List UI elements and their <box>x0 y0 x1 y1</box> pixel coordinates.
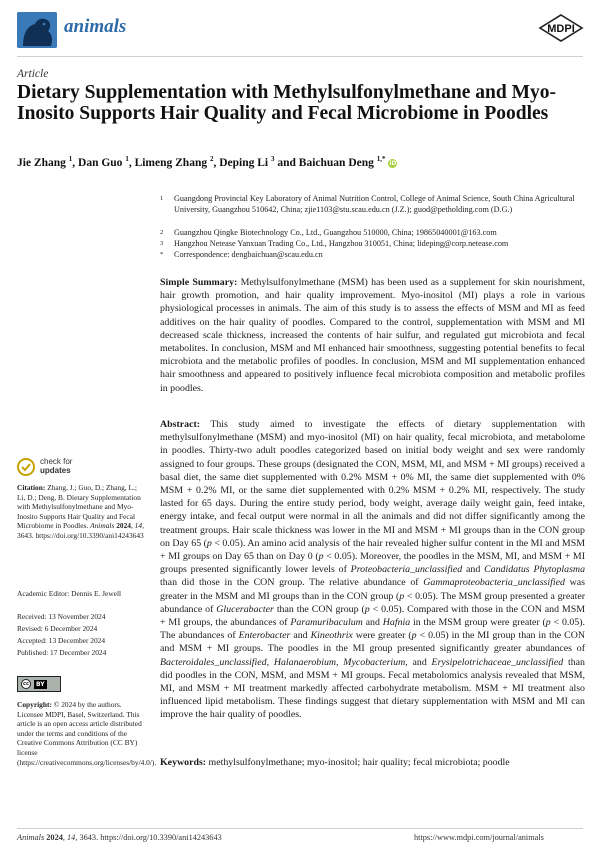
author-affiliation-mark: 1 <box>125 155 129 163</box>
abstract-text: than did poodles in the CON, MSM, and MSM + MI groups. Fecal metabolomics analysis revealed that MSM, MI, and MSM + MI treatment markedly affected carbohydrate metabolism. MSM + MI treatment also influenced lipid metabolism. These findings suggest that dietary supplementation with MSM and MI can improve the hair quality of poodles. <box>160 656 585 721</box>
p-value-symbol: p <box>364 603 370 615</box>
affiliation-text: Guangzhou Qingke Biotechnology Co., Ltd., Guangzhou 510000, China; 19865040001@163.com <box>174 228 497 237</box>
taxon-name: Candidatus Phytoplasma <box>484 564 586 576</box>
accepted-date: Accepted: 13 December 2024 <box>17 636 106 645</box>
abstract-text: in the MSM group were greater ( <box>410 617 546 629</box>
footer-journal: Animals <box>17 833 45 842</box>
author-name[interactable]: Limeng Zhang <box>134 156 208 169</box>
published-date: Published: 17 December 2024 <box>17 648 107 657</box>
author-separator: and <box>274 156 299 169</box>
abstract-text: were greater ( <box>352 630 412 642</box>
author-name[interactable]: Jie Zhang <box>17 156 66 169</box>
author-separator: , <box>72 156 79 169</box>
author-separator: , <box>128 156 135 169</box>
simple-summary-label: Simple Summary: <box>160 277 238 288</box>
affiliation-number: * <box>160 251 164 258</box>
taxon-name: Enterobacter <box>238 630 291 642</box>
taxon-name: Proteobacteria_unclassified <box>350 564 463 576</box>
footer-citation: Animals 2024, 14, 3643. https://doi.org/10.3390/ani14243643 <box>17 833 222 842</box>
citation-journal: Animals <box>90 521 115 531</box>
abstract-text: than did those in the CON group. The relative abundance of <box>160 577 424 589</box>
abstract-text: < 0.05). Moreover, the poodles in the MSM, MI, and MSM + MI groups presented significantly lower levels of <box>160 551 585 576</box>
footer-divider <box>17 828 583 829</box>
abstract-text: , and <box>405 656 432 668</box>
journal-name: animals <box>64 16 127 37</box>
cc-icon: cc <box>21 679 31 689</box>
abstract-text: than the CON group ( <box>273 603 365 615</box>
abstract-text: < 0.05). Compared with those in the CON and MSM + MI groups, the abundances of <box>160 603 585 629</box>
article-title: Dietary Supplementation with Methylsulfonylmethane and Myo-Inosito Supports Hair Quality and Fecal Microbiome in Poodles <box>17 82 556 124</box>
affiliation-text: Guangdong Provincial Key Laboratory of Animal Nutrition Control, College of Animal Science, South China Agricultural University, Guangzhou 510642, China; zjie1103@stu.scau.edu.cn (J.Z.); guod@petholding.com (D.G.) <box>174 194 575 214</box>
mdpi-logo-text: MDPI <box>547 23 575 35</box>
author-name[interactable]: Dan Guo <box>78 156 123 169</box>
author-name[interactable]: Deping Li <box>219 156 269 169</box>
p-value-symbol: p <box>206 537 212 549</box>
abstract-text: was greater in the MSM and MI groups than in the CON group ( <box>160 577 586 602</box>
abstract-text: < 0.05). The abundances of <box>160 617 586 642</box>
keywords-text: methylsulfonylmethane; myo-inositol; hair quality; fecal microbiota; poodle <box>208 757 510 768</box>
author-list <box>17 155 397 169</box>
article-type: Article <box>17 68 49 80</box>
footer-journal-url[interactable]: https://www.mdpi.com/journal/animals <box>414 833 544 842</box>
footer-year: 2024 <box>46 833 63 842</box>
abstract-text: < 0.05) in the MI group than in the CON and MSM + MI groups. The poodles in the MI group presented significantly greater abundances of <box>160 630 585 655</box>
check-updates-line1: check for <box>40 457 73 466</box>
copyright-label: Copyright: <box>17 700 52 709</box>
taxon-name: Glucerabacter <box>216 603 274 615</box>
taxon-name: Paramuribaculum <box>290 617 363 629</box>
affiliation-3 <box>160 239 580 250</box>
author-name[interactable]: Baichuan Deng <box>298 156 374 169</box>
simple-summary-text: Methylsulfonylmethane (MSM) has been used as a supplement for skin nourishment, hair growth promotion, and hair quality improvement. Myo-inositol (MI) plays a role in various physiological processes in animals. The aim of this study is to assess the effects of MSM and MI as feed additives on the hair quality of poodles. Compared to the control, supplementation with MSM and MI decreased scale thickness, increased the contents of hair sulfur, and regulated gut microbiota and fecal metabolites. In conclusion, MSM and MI enhanced hair smoothness, suggesting potential benefits to fecal microbiota and the metabolic profiles of poodles. In conclusion, MSM and MI supplementation enhanced hair smoothness and appeared to positively influence fecal microbiota composition and metabolic profiles in poodles. <box>160 277 586 394</box>
citation-volume: 14 <box>134 521 143 531</box>
p-value-symbol: p <box>411 630 417 642</box>
taxon-name: Kineothrix <box>310 630 353 642</box>
check-for-updates-icon[interactable] <box>17 458 35 476</box>
abstract <box>160 418 585 722</box>
revised-date: Revised: 6 December 2024 <box>17 624 98 633</box>
citation-doi[interactable]: , 3643. https://doi.org/10.3390/ani14243643 <box>17 521 144 540</box>
abstract-text: and <box>462 564 485 576</box>
cc-by-license-badge[interactable] <box>17 676 61 692</box>
citation-year: 2024 <box>116 521 131 531</box>
received-date: Received: 13 November 2024 <box>17 612 106 621</box>
correspondence <box>160 250 580 261</box>
affiliation-2 <box>160 228 580 239</box>
mdpi-logo <box>538 14 584 42</box>
abstract-text: This study aimed to investigate the effects of dietary supplementation with methylsulfonylmethane (MSM) and myo-inositol (MI) on hair quality, fecal microbiota, and metabolome in poodles. Thirty-two adult poodles categorized based on initial body weight and sex were randomly assigned to four groups. These groups (designated the CON, MSM, MI, and MSM + MI groups) received a basal diet, the same diet supplemented with 0.2% MSM + 0% MI, the same diet supplemented with 0% MSM + 0.2% MI, or the same diet supplemented with 0.2% MSM + 0.2% MI, respectively. The study lasted for 65 days. During the entire study period, body weight, average daily weight gain, feed intake, energy intake, and fecal output were normal in all the animals and did not differ significantly among the treatment groups. Hair scale thickness was lower in the MI and MSM + MI groups than in the CON group on Day 65 ( <box>160 419 586 549</box>
taxon-name: Hafnia <box>382 617 411 629</box>
abstract-text: < 0.05). The MSM group presented a greater abundance of <box>160 590 586 615</box>
p-value-symbol: p <box>545 617 551 629</box>
affiliation-number: 3 <box>160 240 164 247</box>
taxon-name: Erysipelotrichaceae_unclassified <box>431 656 564 668</box>
abstract-text: and <box>362 617 383 629</box>
copyright-text: © 2024 by the authors. Licensee MDPI, Basel, Switzerland. This article is an open access article distributed under the terms and conditions of the Creative Commons Attribution (CC BY) license (https://creativecommons.org/licenses/by/4.0/). <box>17 700 157 767</box>
taxon-name: Gammaproteobacteria_unclassified <box>423 577 565 589</box>
p-value-symbol: p <box>399 590 405 602</box>
author-affiliation-mark: 1 <box>68 155 73 163</box>
affiliation-1 <box>160 194 580 215</box>
affiliation-text: Hangzhou Netease Yanxuan Trading Co., Ltd., Hangzhou 310051, China; lideping@corp.netease.com <box>174 239 509 248</box>
header-divider <box>17 56 583 57</box>
author-affiliation-mark: 2 <box>209 155 214 163</box>
abstract-label: Abstract: <box>160 419 201 430</box>
affiliation-number: 1 <box>160 195 164 202</box>
footer-doi-link[interactable]: , 3643. https://doi.org/10.3390/ani14243643 <box>75 833 222 842</box>
abstract-text: < 0.05). An amino acid analysis of the hair revealed higher sulfur content in the MI and MSM + MI groups on Day 65 than on Day 0 ( <box>160 537 585 563</box>
affiliation-number: 2 <box>160 229 164 236</box>
author-affiliation-mark: 1,* <box>376 155 386 163</box>
abstract-text: and <box>290 630 311 642</box>
citation-label: Citation: <box>17 483 46 492</box>
by-icon: BY <box>36 680 45 688</box>
author-separator: , <box>213 156 220 169</box>
animal-silhouette-icon <box>17 12 57 48</box>
footer-volume: 14 <box>67 833 76 842</box>
check-updates-line2: updates <box>40 466 71 475</box>
taxon-name: Bacteroidales_unclassified, Halanaerobium, Mycobacterium <box>160 656 406 668</box>
keywords <box>160 756 585 769</box>
journal-logo <box>17 12 57 48</box>
keywords-label: Keywords: <box>160 757 207 768</box>
orcid-icon[interactable]: iD <box>389 159 397 167</box>
simple-summary <box>160 276 585 395</box>
citation-text: Zhang, J.; Guo, D.; Zhang, L.; Li, D.; Deng, B. Dietary Supplementation with Methylsulfonylmethane and Myo-Inosito Supports Hair Quality and Fecal Microbiome in Poodles. <box>17 483 141 531</box>
academic-editor: Academic Editor: Dennis E. Jewell <box>17 589 122 598</box>
citation-block: Citation: Zhang, J.; Guo, D.; Zhang, L.; Li, D.; Deng, B. Dietary Supplementation with Methylsulfonylmethane and Myo-Inosito Supports Hair Quality and Fecal Microbiome in Poodles. Animals 2024, 14, 3643. https://doi.org/10.3390/ani14243643 <box>17 483 144 540</box>
author-affiliation-mark: 3 <box>271 155 275 163</box>
correspondence-text: Correspondence: dengbaichuan@scau.edu.cn <box>174 250 323 259</box>
copyright-block <box>17 700 157 767</box>
p-value-symbol: p <box>318 551 324 563</box>
check-for-updates-link[interactable] <box>40 457 72 475</box>
